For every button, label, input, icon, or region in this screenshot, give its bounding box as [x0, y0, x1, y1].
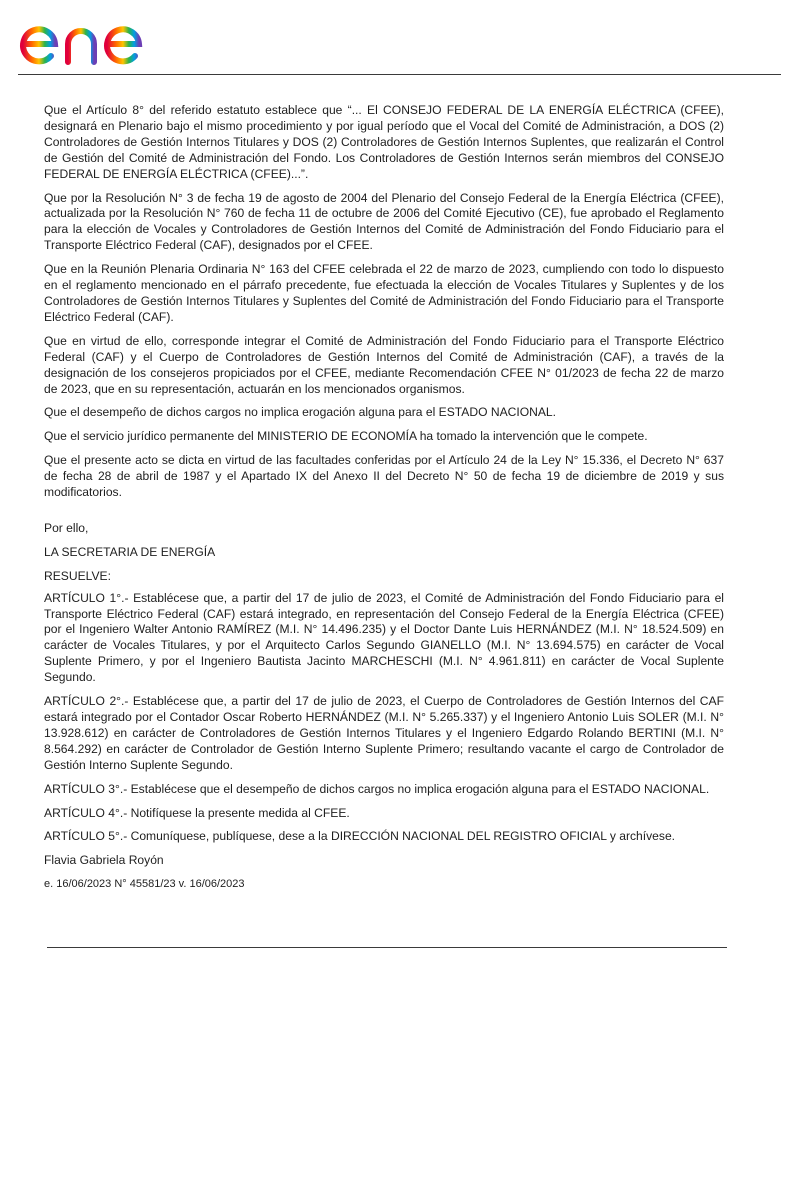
- enel-logo-mark: [18, 6, 188, 66]
- resuelve-heading: RESUELVE:: [44, 568, 111, 583]
- recital-paragraph: Que el servicio jurídico permanente del MINISTERIO DE ECONOMÍA ha tomado la intervención que le compete.: [44, 429, 648, 444]
- por-ello-text: Por ello,: [44, 520, 89, 535]
- recital-paragraph: Que por la Resolución N° 3 de fecha 19 de agosto de 2004 del Plenario del Consejo Federal de la Energía Eléctrica (CFEE), actualizada por la Resolución N° 760 de fecha 11 de octubre de 2006 del Comité Ejecutivo (CE), fue aprobado el Reglamento para la elección de Vocales y Controladores de Gestión Internos del Comité de Administración del Fondo Fiduciario para el Transporte Eléctrico Federal (CAF), designados por el CFEE.: [44, 190, 724, 253]
- signer-name: Flavia Gabriela Royón: [44, 853, 164, 868]
- article-paragraph: ARTÍCULO 3°.- Establécese que el desempeño de dichos cargos no implica erogación alguna para el ESTADO NACIONAL.: [44, 781, 710, 796]
- article-paragraph: ARTÍCULO 5°.- Comuníquese, publíquese, dese a la DIRECCIÓN NACIONAL DEL REGISTRO OFICIAL y archívese.: [44, 829, 676, 844]
- article-paragraph: ARTÍCULO 1°.- Establécese que, a partir del 17 de julio de 2023, el Comité de Administración del Fondo Fiduciario para el Transporte Eléctrico Federal (CAF) estará integrado, en representación del Consejo Federal de la Energía Eléctrica (CFEE) por el Ingeniero Walter Antonio RAMÍREZ (M.I. N° 14.496.235) y el Doctor Dante Luis HERNÁNDEZ (M.I. N° 18.524.509) en carácter de Vocales Titulares, y por el Arquitecto Carlos Segundo GIANELLO (M.I. N° 13.694.575) en carácter de Vocal Suplente Primero, y por el Ingeniero Bautista Jacinto MARCHESCHI (M.I. N° 4.961.811) en carácter de Vocal Suplente Segundo.: [44, 590, 724, 685]
- recital-paragraph: Que el desempeño de dichos cargos no implica erogación alguna para el ESTADO NACIONAL.: [44, 405, 557, 420]
- recital-paragraph: Que el presente acto se dicta en virtud de las facultades conferidas por el Artículo 24 de la Ley N° 15.336, el Decreto N° 637 de fecha 28 de abril de 1987 y el Apartado IX del Anexo II del Decreto N° 50 de fecha 19 de diciembre de 2019 y sus modificatorios.: [44, 453, 724, 500]
- article-paragraph: ARTÍCULO 2°.- Establécese que, a partir del 17 de julio de 2023, el Cuerpo de Controladores de Gestión Internos del CAF estará integrado por el Contador Oscar Roberto HERNÁNDEZ (M.I. N° 5.265.337) y el Ingeniero Antonio Luis SOLER (M.I. N° 13.928.612) en carácter de Controladores de Gestión Internos Titulares y el Ingeniero Edgardo Rolando BERTINI (M.I. N° 8.564.292) en carácter de Controlador de Gestión Interno Suplente Primero; resultando vacante el cargo de Controlador de Gestión Interno Suplente Segundo.: [44, 694, 724, 772]
- article-paragraph: ARTÍCULO 4°.- Notifíquese la presente medida al CFEE.: [44, 805, 350, 820]
- header-divider: [18, 74, 781, 75]
- publication-reference: e. 16/06/2023 N° 45581/23 v. 16/06/2023: [44, 878, 245, 891]
- recital-paragraph: Que en la Reunión Plenaria Ordinaria N° 163 del CFEE celebrada el 22 de marzo de 2023, cumpliendo con todo lo dispuesto en el reglamento mencionado en el párrafo precedente, fue efectuada la elección de Vocales Titulares y Suplentes y de los Controladores de Gestión Internos Titulares y Suplentes del Comité de Administración del Fondo Fiduciario para el Transporte Eléctrico Federal (CAF).: [44, 262, 724, 324]
- document-body: [44, 103, 724, 901]
- recital-paragraph: Que el Artículo 8° del referido estatuto establece que “... El CONSEJO FEDERAL DE LA ENERGÍA ELÉCTRICA (CFEE), designará en Plenario bajo el mismo procedimiento y por igual período que el Vocal del Comité de Administración, a DOS (2) Controladores de Gestión Internos Titulares y DOS (2) Controladores de Gestión Internos Suplentes, que realizarán el Control de Gestión del Comité de Administración del Fondo. Los Controladores de Gestión Internos serán miembros del CONSEJO FEDERAL DE ENERGÍA ELÉCTRICA (CFEE)...”.: [44, 103, 724, 181]
- enel-logo: [18, 6, 188, 66]
- footer-divider: [47, 947, 727, 948]
- authority-heading: LA SECRETARIA DE ENERGÍA: [44, 544, 216, 559]
- recital-paragraph: Que en virtud de ello, corresponde integrar el Comité de Administración del Fondo Fiduciario para el Transporte Eléctrico Federal (CAF) y el Cuerpo de Controladores de Gestión Internos del Comité de Administración (CAF), a través de la designación de los consejeros propiciados por el CFEE, mediante Recomendación CFEE N° 01/2023 de fecha 22 de marzo de 2023, que en su representación, actuarán en los mencionados organismos.: [44, 333, 724, 396]
